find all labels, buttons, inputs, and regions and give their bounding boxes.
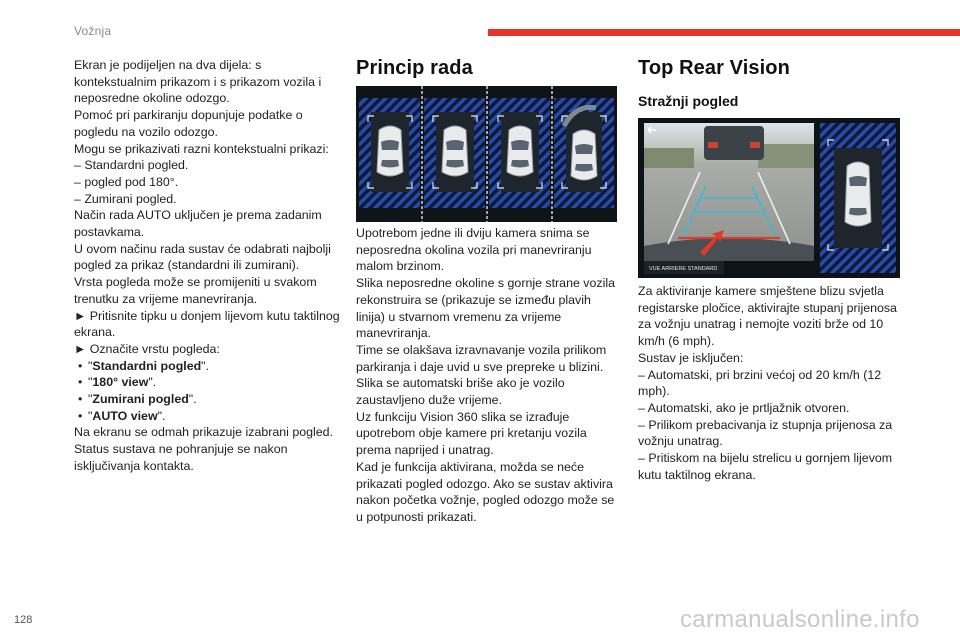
paragraph: Način rada AUTO uključen je prema zadanim postavkama. [74, 208, 322, 240]
paragraph: U ovom načinu rada sustav će odabrati najbolji pogled za prikaz (standardni ili zumirani). [74, 241, 331, 273]
column-1-text [74, 57, 342, 475]
list-item: – Zumirani pogled. [74, 191, 177, 206]
paragraph: Ekran je podijeljen na dva dijela: s kontekstualnim prikazom i s prikazom vozila i neposredne okoline odozgo. [74, 58, 322, 106]
paragraph: Upotrebom jedne ili dviju kamera snima se neposredna okolina vozila pri manevriranju malom brzinom. [356, 226, 592, 274]
heading-top-rear-vision: Top Rear Vision [638, 57, 790, 79]
paragraph: Status sustava ne pohranjuje se nakon isključivanja kontakta. [74, 442, 288, 473]
list-item: – Automatski, pri brzini većoj od 20 km/h (12 mph). [638, 367, 882, 399]
paragraph: Za aktiviranje kamere smještene blizu svjetla registarske pločice, aktivirajte stupanj prijenosa za vožnju unatrag i nemojte voziti brže od 10 km/h (6 mph). [638, 284, 897, 349]
paragraph: Time se olakšava izravnavanje vozila prilikom parkiranja i daje uvid u sve prepreke u blizini. Slika se automatski briše ako je vozilo zaustavljeno duže vrijeme. [356, 342, 607, 408]
section-title: Vožnja [74, 24, 112, 38]
rear-camera-screen-figure [638, 118, 900, 278]
subheading-strazni-pogled: Stražnji pogled [638, 93, 739, 109]
column-2-text [356, 225, 621, 526]
list-item: – Prilikom prebacivanja iz stupnja prijenosa za vožnju unatrag. [638, 417, 893, 449]
paragraph: Sustav je isključen: [638, 350, 744, 365]
camera-views-figure [356, 86, 617, 222]
list-item: – Standardni pogled. [74, 158, 189, 173]
view-option: • "Zumirani pogled". [74, 391, 342, 408]
instruction-step: ► Označite vrstu pogleda: [74, 341, 220, 356]
watermark: carmanualsonline.info [680, 606, 920, 633]
accent-bar [488, 29, 960, 36]
view-option: • "180° view". [74, 374, 342, 391]
top-view-illustrations [356, 86, 617, 222]
list-item: – pogled pod 180°. [74, 174, 179, 189]
page-number: 128 [14, 614, 33, 626]
paragraph: Vrsta pogleda može se promijeniti u svakom trenutku za vrijeme manevriranja. [74, 275, 317, 306]
paragraph: Na ekranu se odmah prikazuje izabrani pogled. [74, 425, 333, 440]
paragraph: Pomoć pri parkiranju dopunjuje podatke o pogledu na vozilo odozgo. [74, 108, 303, 139]
paragraph: Uz funkciju Vision 360 slika se izrađuje upotrebom obje kamere pri kretanju vozila prema naprijed i unatrag. [356, 409, 587, 458]
heading-princip-rada: Princip rada [356, 57, 473, 79]
paragraph: Kad je funkcija aktivirana, možda se neće prikazati pogled odozgo. Ako se sustav aktivira nakon početka vožnje, pogled odozgo može se u potpunosti prikazati. [356, 459, 615, 524]
view-option: • "Standardni pogled". [74, 358, 342, 375]
list-item: – Pritiskom na bijelu strelicu u gornjem lijevom kutu taktilnog ekrana. [638, 451, 893, 482]
column-3-text [638, 283, 900, 483]
paragraph: Mogu se prikazivati razni kontekstualni prikazi: [74, 141, 329, 156]
view-option: • "AUTO view". [74, 408, 342, 425]
rear-camera-view [638, 118, 900, 278]
camera-view-label: VUE ARRIERE STANDARD [649, 266, 718, 272]
list-item: – Automatski, ako je prtljažnik otvoren. [638, 400, 850, 415]
instruction-step: ► Pritisnite tipku u donjem lijevom kutu taktilnog ekrana. [74, 308, 340, 340]
paragraph: Slika neposredne okoline s gornje strane vozila rekonstruira se (prikazuje se između plavih linija) u stvarnom vremenu za vrijeme manevriranja. [356, 276, 615, 341]
